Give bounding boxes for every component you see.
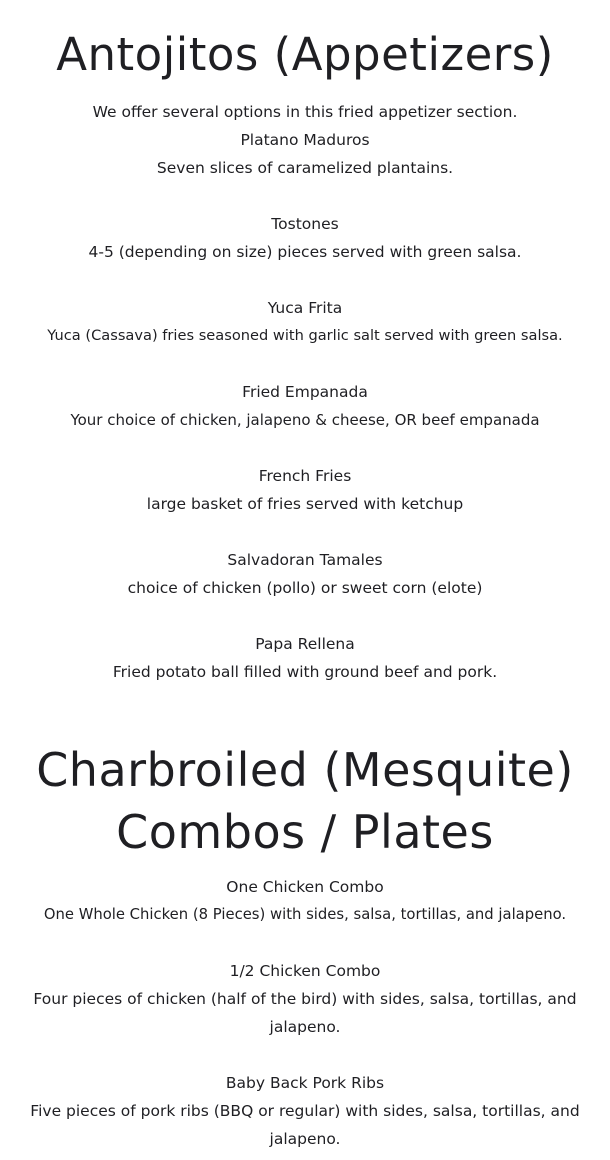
combos-heading-line2: Combos / Plates — [116, 804, 494, 859]
menu-item-description: Your choice of chicken, jalapeno & cheese, OR beef empanada — [70, 411, 540, 429]
menu-item-description: One Whole Chicken (8 Pieces) with sides, salsa, tortillas, and jalapeno. — [43, 906, 567, 923]
menu-item-name: Baby Back Pork Ribs — [225, 1074, 385, 1092]
menu-item-description: 4-5 (depending on size) pieces served with green salsa. — [88, 243, 522, 261]
appetizers-intro: We offer several options in this fried appetizer section. — [92, 103, 518, 121]
appetizers-heading: Antojitos (Appetizers) — [56, 28, 554, 82]
menu-item-name: Papa Rellena — [255, 635, 355, 653]
menu-item-name: Salvadoran Tamales — [227, 551, 383, 569]
menu-item-description: choice of chicken (pollo) or sweet corn (elote) — [127, 579, 483, 597]
menu-item-description: large basket of fries served with ketchup — [146, 495, 464, 513]
menu-item-name: 1/2 Chicken Combo — [229, 962, 381, 980]
menu-item-name: French Fries — [258, 467, 352, 485]
menu-item-name: Fried Empanada — [242, 383, 368, 401]
menu-item-description: Yuca (Cassava) fries seasoned with garlic salt served with green salsa. — [47, 327, 563, 344]
menu-item-description: Fried potato ball filled with ground beef and pork. — [112, 663, 498, 681]
menu-item-description: Five pieces of pork ribs (BBQ or regular) with sides, salsa, tortillas, and jalapeno. — [30, 1102, 580, 1148]
menu-item-name: One Chicken Combo — [226, 878, 384, 896]
menu-item-name: Platano Maduros — [240, 131, 370, 149]
menu-item-name: Tostones — [271, 215, 339, 233]
menu-item-description: Four pieces of chicken (half of the bird) with sides, salsa, tortillas, and jalapeno. — [33, 990, 577, 1036]
menu-item-name: Yuca Frita — [267, 299, 343, 317]
menu-item-description: Seven slices of caramelized plantains. — [156, 159, 454, 177]
combos-heading-line1: Charbroiled (Mesquite) — [36, 742, 574, 797]
